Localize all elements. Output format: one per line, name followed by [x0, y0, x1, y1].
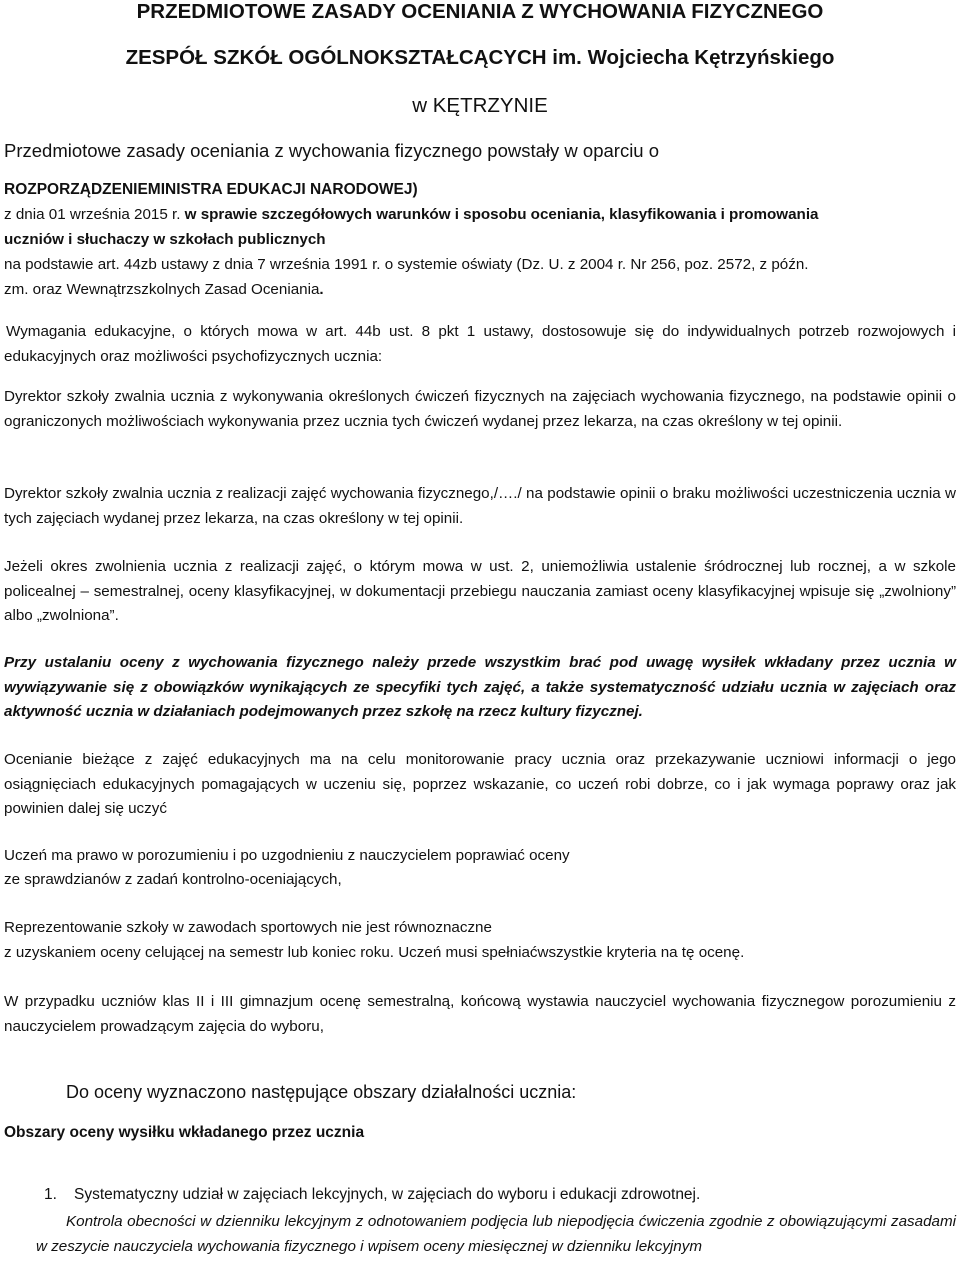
intro-line: Przedmiotowe zasady oceniania z wychowania fizycznego powstały w oparciu o: [4, 140, 660, 161]
exemption-classes-paragraph: Dyrektor szkoły zwalnia ucznia z realizacji zajęć wychowania fizycznego,/…./ na podstawie opinii o braku możliwości uczestniczenia ucznia w tych zajęciach wydanej przez lekarza, na czas określony w tej opinii.: [4, 485, 956, 527]
sports-line-1: Reprezentowanie szkoły w zawodach sportowych nie jest równoznaczne: [4, 919, 492, 936]
sports-line-2: z uzyskaniem oceny celującej na semestr lub koniec roku. Uczeń musi spełniaćwszystkie kryteria na tę ocenę.: [4, 944, 745, 961]
list-item-label: Systematyczny udział w zajęciach lekcyjnych, w zajęciach do wyboru i edukacji zdrowotnej.: [74, 1186, 701, 1203]
areas-intro: Do oceny wyznaczono następujące obszary działalności ucznia:: [66, 1082, 577, 1102]
gymnasium-paragraph: W przypadku uczniów klas II i III gimnazjum ocenę semestralną, końcową wystawia nauczyciel wychowania fizycznegow porozumieniu z nauczycielem prowadzącym zajęcia do wyboru,: [4, 993, 956, 1035]
requirements-paragraph: Wymagania edukacyjne, o których mowa w art. 44b ust. 8 pkt 1 ustawy, dostosowuje się do indywidualnych potrzeb rozwojowych i edukacyjnych oraz możliwości psychofizycznych ucznia:: [4, 323, 956, 365]
school-city: w KĘTRZYNIE: [412, 94, 548, 117]
legal-basis-text: zm. oraz Wewnątrzszkolnych Zasad Oceniania: [4, 281, 320, 298]
effort-paragraph: Przy ustalaniu oceny z wychowania fizycznego należy przede wszystkim brać pod uwagę wysiłek wkładany przez ucznia w wywiązywanie się z obowiązków wynikających ze specyfiki tych zajęć, a także systematyczność udziału ucznia w zajęciach oraz aktywność ucznia w działaniach podejmowanych przez szkołę na rzecz kultury fizycznej.: [4, 654, 956, 721]
regulation-subject-1: w sprawie szczegółowych warunków i sposobu oceniania, klasyfikowania i promowania: [184, 206, 819, 223]
legal-basis-period: .: [319, 281, 324, 298]
document-title: PRZEDMIOTOWE ZASADY OCENIANIA Z WYCHOWANIA FIZYCZNEGO: [136, 0, 824, 23]
regulation-title: ROZPORZĄDZENIEMINISTRA EDUKACJI NARODOWEJ): [4, 181, 418, 198]
regulation-date-line: [4, 205, 819, 225]
list-item-number: 1.: [44, 1186, 57, 1203]
regulation-date: z dnia 01 września 2015 r.: [4, 206, 185, 223]
ongoing-assessment-paragraph: Ocenianie bieżące z zajęć edukacyjnych ma na celu monitorowanie pracy ucznia oraz przekazywanie uczniowi informacji o jego osiągnięciach edukacyjnych pomagających w uczeniu się, poprzez wskazanie, co uczeń robi dobrze, co i jak wymaga poprawy oraz jak powinien dalej się uczyć: [4, 751, 956, 818]
section-title: Obszary oceny wysiłku wkładanego przez ucznia: [4, 1124, 365, 1141]
list-item-note: Kontrola obecności w dzienniku lekcyjnym z odnotowaniem podjęcia lub niepodjęcia ćwiczenia zgodnie z obowiązującymi zasadami w zeszycie nauczyciela wychowania fizycznego i wpisem oceny miesięcznej w dzienniku lekcyjnym: [36, 1213, 956, 1255]
exemption-exercises-paragraph: Dyrektor szkoły zwalnia ucznia z wykonywania określonych ćwiczeń fizycznych na zajęciach wychowania fizycznego, na podstawie opinii o ograniczonych możliwościach wykonywania przez ucznia tych ćwiczeń wydanej przez lekarza, na czas określony w tej opinii.: [4, 388, 956, 430]
legal-basis: na podstawie art. 44zb ustawy z dnia 7 września 1991 r. o systemie oświaty (Dz. U. z 2004 r. Nr 256, poz. 2572, z późn.: [4, 256, 809, 273]
school-name: ZESPÓŁ SZKÓŁ OGÓLNOKSZTAŁCĄCYCH im. Wojciecha Kętrzyńskiego: [125, 46, 835, 69]
exemption-grade-paragraph: Jeżeli okres zwolnienia ucznia z realizacji zajęć, o którym mowa w ust. 2, uniemożliwia ustalenie śródrocznej lub rocznej, a w szkole policealnej – semestralnej, oceny klasyfikacyjnej, w dokumentacji przebiegu nauczania zamiast oceny klasyfikacyjnej wpisuje się „zwolniony” albo „zwolniona”.: [4, 558, 956, 625]
list-item: [44, 1186, 700, 1204]
regulation-subject-2: uczniów i słuchaczy w szkołach publicznych: [4, 231, 326, 248]
improve-grades-line-2: ze sprawdzianów z zadań kontrolno-oceniających,: [4, 871, 342, 888]
legal-basis-continued: [4, 280, 324, 300]
improve-grades-line-1: Uczeń ma prawo w porozumieniu i po uzgodnieniu z nauczycielem poprawiać oceny: [4, 847, 570, 864]
